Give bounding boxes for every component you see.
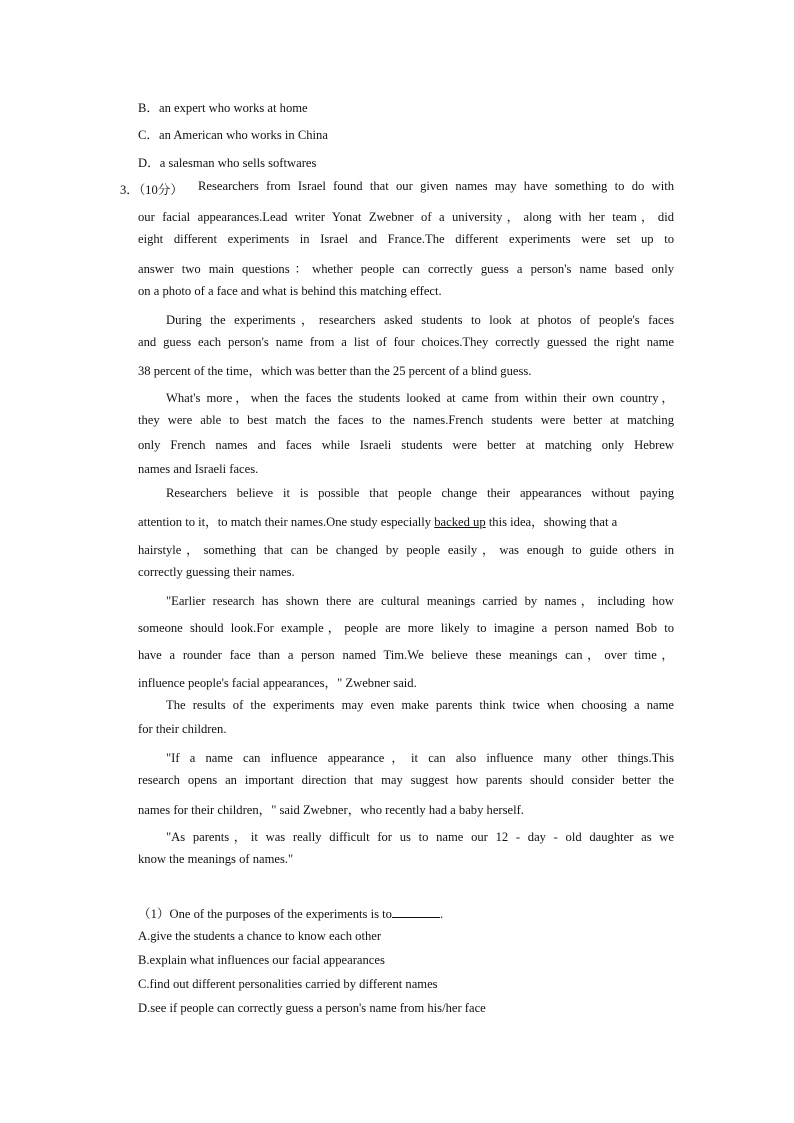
passage-line: have a rounder face than a person named Tim.We believe these meanings can，over time， — [138, 648, 674, 662]
option-b[interactable]: B．an expert who works at home — [138, 101, 308, 115]
question-number-3 — [120, 179, 183, 198]
passage-line: know the meanings of names." — [138, 852, 294, 866]
passage-line: correctly guessing their names. — [138, 565, 295, 579]
answer-option-a[interactable]: A.give the students a chance to know each other — [138, 929, 382, 943]
sub-question-stem: （1）One of the purposes of the experiments is to . — [138, 907, 444, 921]
passage-line: What's more，when the faces the students looked at came from within their own country， — [166, 391, 674, 405]
passage-line: only French names and faces while Israeli students were better at matching only Hebrew — [138, 438, 674, 452]
passage-line: 38 percent of the time，which was better than the 25 percent of a blind guess. — [138, 364, 532, 378]
answer-blank[interactable] — [392, 907, 440, 918]
passage-line: names and Israeli faces. — [138, 462, 259, 476]
passage-line: someone should look.For example，people are more likely to imagine a person named Bob to — [138, 621, 674, 635]
passage-line: Researchers believe it is possible that people change their appearances without paying — [166, 486, 674, 500]
passage-line: influence people's facial appearances，" Zwebner said. — [138, 676, 417, 690]
passage-text: this idea，showing that a — [488, 515, 618, 529]
passage-line-with-underline — [138, 511, 617, 530]
question-points: （10分） — [138, 183, 183, 197]
passage-line: and guess each person's name from a list of four choices.They correctly guessed the right name — [138, 335, 674, 349]
passage-line: for their children. — [138, 722, 227, 736]
answer-option-c[interactable]: C.find out different personalities carried by different names — [138, 977, 438, 991]
option-d[interactable]: D．a salesman who sells softwares — [138, 156, 317, 170]
passage-line: "As parents，it was really difficult for us to name our 12 - day - old daughter as we — [166, 830, 674, 844]
sub-question-text: （1）One of the purposes of the experiments is to — [138, 907, 392, 921]
answer-option-b[interactable]: B.explain what influences our facial appearances — [138, 953, 385, 967]
passage-line: eight different experiments in Israel and France.The different experiments were set up to — [138, 232, 674, 246]
underlined-phrase: backed up — [434, 515, 486, 529]
passage-line: "If a name can influence appearance，it can also influence many other things.This — [166, 751, 674, 765]
passage-line: Researchers from Israel found that our given names may have something to do with — [198, 179, 674, 193]
passage-line: they were able to best match the faces to the names.French students were better at matching — [138, 413, 674, 427]
passage-line: answer two main questions：whether people can correctly guess a person's name based only — [138, 262, 674, 276]
passage-line: names for their children，" said Zwebner，who recently had a baby herself. — [138, 803, 524, 817]
passage-line: our facial appearances.Lead writer Yonat Zwebner of a university，along with her team，did — [138, 210, 674, 224]
passage-line: The results of the experiments may even make parents think twice when choosing a name — [166, 698, 674, 712]
option-c[interactable]: C．an American who works in China — [138, 128, 328, 142]
question-number: 3． — [120, 183, 139, 197]
passage-line: research opens an important direction that may suggest how parents should consider better the — [138, 773, 674, 787]
passage-line: on a photo of a face and what is behind this matching effect. — [138, 284, 442, 298]
answer-option-d[interactable]: D.see if people can correctly guess a person's name from his/her face — [138, 1001, 486, 1015]
passage-line: hairstyle，something that can be changed by people easily，was enough to guide others in — [138, 543, 674, 557]
passage-text: attention to it，to match their names.One study especially — [138, 515, 432, 529]
passage-line: "Earlier research has shown there are cultural meanings carried by names，including how — [166, 594, 674, 608]
passage-line: During the experiments，researchers asked students to look at photos of people's faces — [166, 313, 674, 327]
